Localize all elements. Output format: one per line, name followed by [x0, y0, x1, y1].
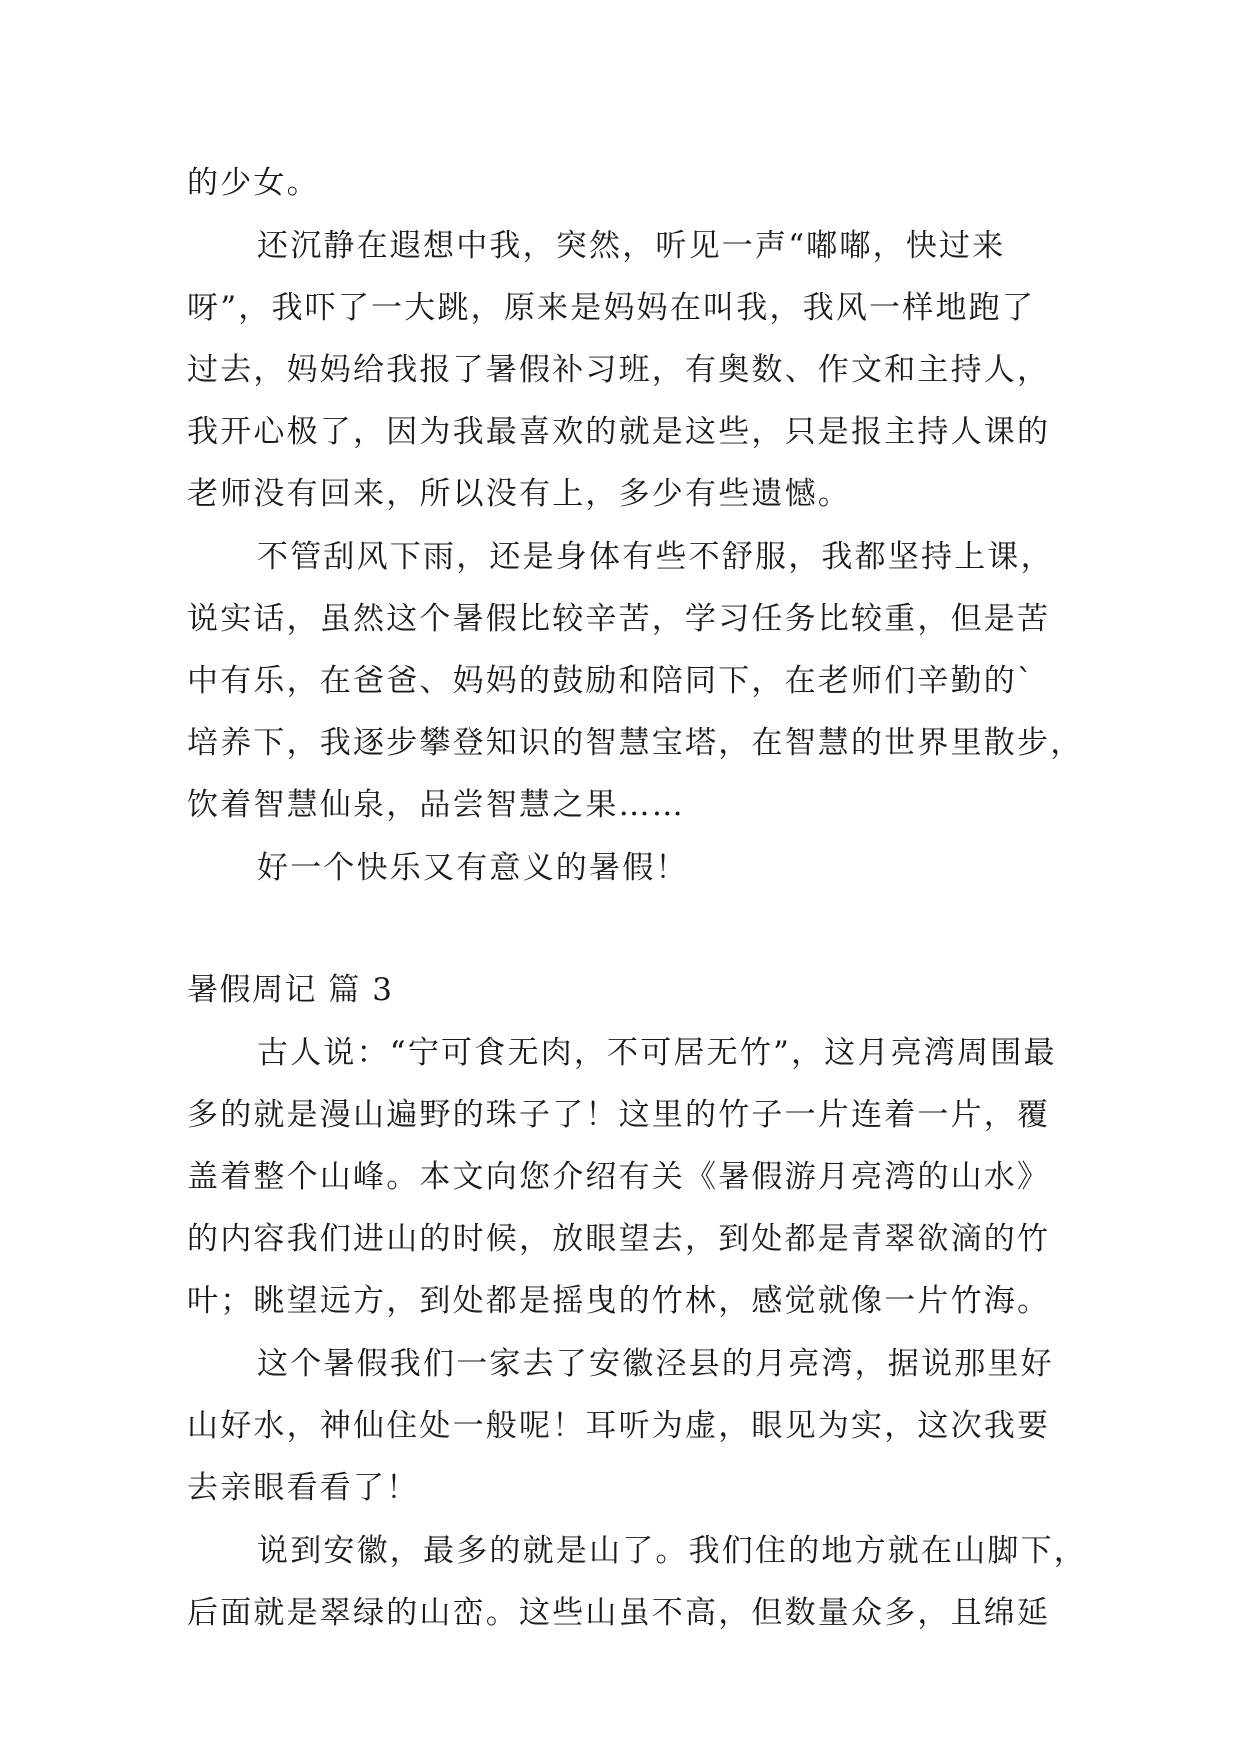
text-line: 古人说：“宁可食无肉，不可居无竹”，这月亮湾周围最	[257, 1035, 1057, 1071]
text-line: 后面就是翠绿的山峦。这些山虽不高，但数量众多，且绵延	[187, 1595, 1051, 1631]
text-line: 还沉静在遐想中我，突然，听见一声“嘟嘟，快过来	[257, 228, 1006, 264]
text-line: 饮着智慧仙泉，品尝智慧之果……	[187, 787, 685, 823]
text-line: 培养下，我逐步攀登知识的智慧宝塔，在智慧的世界里散步，	[187, 725, 1084, 761]
text-line: 老师没有回来，所以没有上，多少有些遗憾。	[187, 476, 851, 512]
text-line: 这个暑假我们一家去了安徽泾县的月亮湾，据说那里好	[257, 1346, 1054, 1382]
section-title: 暑假周记 篇 3	[187, 972, 394, 1008]
text-line: 过去，妈妈给我报了暑假补习班，有奥数、作文和主持人，	[187, 352, 1051, 388]
text-line: 去亲眼看看了！	[187, 1470, 420, 1506]
text-line: 不管刮风下雨，还是身体有些不舒服，我都坚持上课，	[257, 539, 1054, 575]
text-line: 说到安徽，最多的就是山了。我们住的地方就在山脚下，	[257, 1533, 1087, 1569]
text-line: 我开心极了，因为我最喜欢的就是这些，只是报主持人课的	[187, 414, 1051, 450]
text-line: 叶；眺望远方，到处都是摇曳的竹林，感觉就像一片竹海。	[187, 1283, 1051, 1319]
text-line: 中有乐，在爸爸、妈妈的鼓励和陪同下，在老师们辛勤的`	[187, 663, 1035, 699]
text-line: 盖着整个山峰。本文向您介绍有关《暑假游月亮湾的山水》	[187, 1159, 1051, 1195]
text-line: 多的就是漫山遍野的珠子了！这里的竹子一片连着一片，覆	[187, 1097, 1051, 1133]
text-line: 好一个快乐又有意义的暑假！	[257, 850, 689, 886]
text-line: 的少女。	[187, 165, 320, 201]
text-line: 呀”，我吓了一大跳，原来是妈妈在叫我，我风一样地跑了	[187, 290, 1036, 326]
text-line: 山好水，神仙住处一般呢！耳听为虚，眼见为实，这次我要	[187, 1408, 1051, 1444]
text-line: 的内容我们进山的时候，放眼望去，到处都是青翠欲滴的竹	[187, 1221, 1051, 1257]
text-line: 说实话，虽然这个暑假比较辛苦，学习任务比较重，但是苦	[187, 601, 1051, 637]
